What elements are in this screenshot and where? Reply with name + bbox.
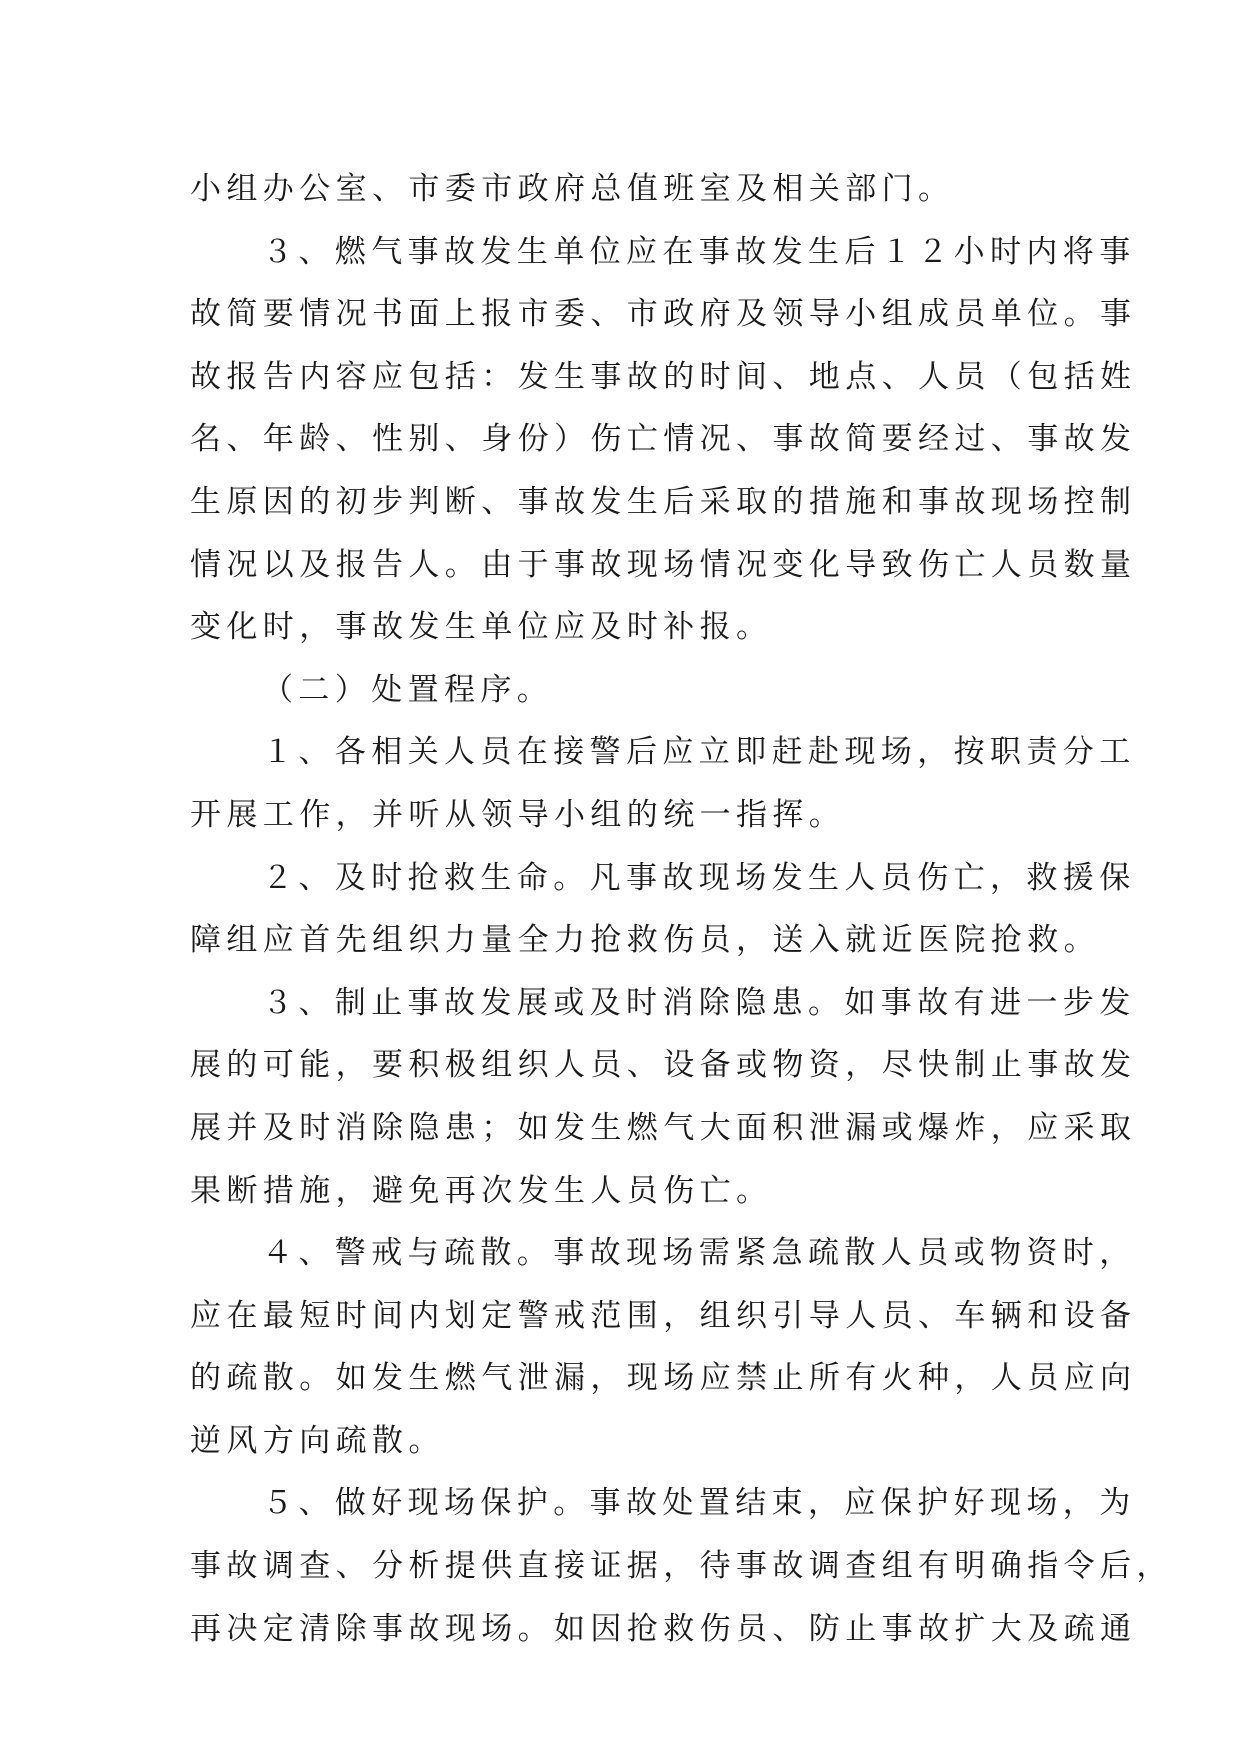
text-line: 小组办公室、市委市政府总值班室及相关部门。 [190,171,955,207]
text-line: 故简要情况书面上报市委、市政府及领导小组成员单位。事 [190,296,1137,333]
text-line: ４、警戒与疏散。事故现场需紧急疏散人员或物资时， [262,1235,1136,1272]
text-line: ３、制止事故发展或及时消除隐患。如事故有进一步发 [262,984,1136,1021]
text-line: 情况以及报告人。由于事故现场情况变化导致伤亡人员数量 [190,546,1137,583]
text-line: 事故调查、分析提供直接证据，待事故调查组有明确指令后， [190,1548,1173,1585]
text-line: 开展工作，并听从领导小组的统一指挥。 [190,796,846,833]
document-body [190,158,1173,1660]
text-line: ２、及时抢救生命。凡事故现场发生人员伤亡，救援保 [262,859,1136,896]
text-line: 果断措施，避免再次发生人员伤亡。 [190,1172,773,1209]
text-line: ３、燃气事故发生单位应在事故发生后１２小时内将事 [262,233,1136,270]
text-line: 的疏散。如发生燃气泄漏，现场应禁止所有火种，人员应向 [190,1360,1137,1397]
text-line: 展的可能，要积极组织人员、设备或物资，尽快制止事故发 [190,1047,1137,1084]
text-line: 生原因的初步判断、事故发生后采取的措施和事故现场控制 [190,483,1137,520]
section-heading: （二）处置程序。 [262,671,554,708]
text-line: 应在最短时间内划定警戒范围，组织引导人员、车辆和设备 [190,1297,1137,1334]
text-line: ５、做好现场保护。事故处置结束，应保护好现场，为 [262,1485,1136,1522]
text-line: 故报告内容应包括：发生事故的时间、地点、人员（包括姓 [190,358,1137,395]
text-line: 再决定清除事故现场。如因抢救伤员、防止事故扩大及疏通 [190,1610,1137,1647]
text-line: 变化时，事故发生单位应及时补报。 [190,609,773,646]
text-line: １、各相关人员在接警后应立即赶赴现场，按职责分工 [262,734,1136,771]
text-line: 名、年龄、性别、身份）伤亡情况、事故简要经过、事故发 [190,421,1137,458]
text-line: 障组应首先组织力量全力抢救伤员，送入就近医院抢救。 [190,922,1100,959]
text-line: 展并及时消除隐患；如发生燃气大面积泄漏或爆炸，应采取 [190,1109,1137,1146]
text-line: 逆风方向疏散。 [190,1422,445,1459]
